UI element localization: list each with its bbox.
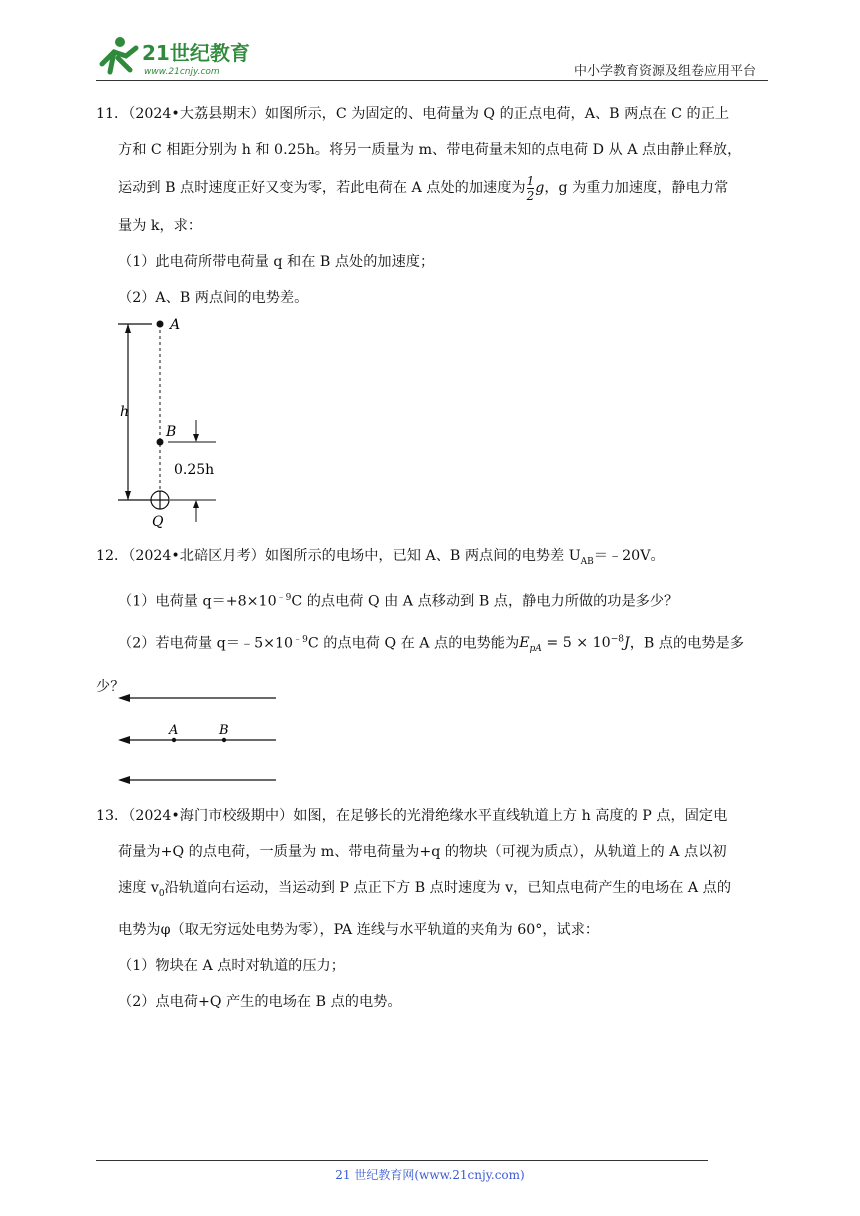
q11-line-3 <box>96 168 768 208</box>
arrow-left-icon <box>118 776 130 784</box>
q11-line-4: 量为 k，求： <box>118 218 203 234</box>
q12-line-1 <box>96 538 768 580</box>
formula-unit: J <box>624 635 630 652</box>
point-a <box>172 738 176 742</box>
q13-sub-2: （2）点电荷+Q 产生的电场在 B 点的电势。 <box>118 993 402 1010</box>
q13-sub-1: （1）物块在 A 点时对轨道的压力； <box>118 957 345 974</box>
site-logo <box>96 34 256 80</box>
distance-label: 0.25h <box>174 462 215 478</box>
q13-line-3 <box>96 870 768 912</box>
q11-sub-1: （1）此电荷所带电荷量 q 和在 B 点处的加速度； <box>118 254 435 270</box>
logo-text: 21世纪教育 <box>142 41 250 65</box>
formula-e: E <box>519 635 530 652</box>
q11-figure <box>112 312 232 534</box>
q12-sub-2-mid: C 的点电荷 Q 在 A 点的电势能为 <box>307 635 520 652</box>
q12-sub-2-exp: ﹣9 <box>293 634 308 645</box>
q13-line-3-pre: 速度 v <box>118 880 159 896</box>
q12-subscript: AB <box>580 556 594 567</box>
point-a <box>157 321 164 328</box>
platform-name: 中小学教育资源及组卷应用平台 <box>573 64 756 79</box>
q12-sub-1-post: C 的点电荷 Q 由 A 点移动到 B 点，静电力所做的功是多少？ <box>291 593 679 610</box>
b-label: B <box>219 723 229 738</box>
q12-figure <box>112 688 282 788</box>
footer-divider <box>96 1160 708 1161</box>
q13-line-2: 荷量为+Q 的点电荷，一质量为 m、带电荷量为+q 的物块（可视为质点），从轨道上的 A 点以初 <box>118 844 727 860</box>
q13-line-4: 电势为φ（取无穷远处电势为零），PA 连线与水平轨道的夹角为 60°，试求： <box>118 921 600 938</box>
fraction-denominator: 2 <box>526 188 535 203</box>
q12-sub-2-line-2: 少？ <box>96 679 125 696</box>
q12-sub-1-exp: ﹣9 <box>276 592 292 603</box>
h-label: h <box>120 404 130 420</box>
formula-eq: = 5 × 10 <box>541 635 611 652</box>
q12-sub-2-post: ，B 点的电势是多 <box>629 635 744 652</box>
formula-sub: pA <box>529 644 542 655</box>
fraction-numerator: 1 <box>526 173 535 188</box>
a-label: A <box>169 723 179 738</box>
q11-line-3-pre: 运动到 B 点时速度正好又变为零，若此电荷在 A 点处的加速度为 <box>118 180 526 196</box>
q11-g: g <box>535 180 545 196</box>
q12-sub-2-pre: （2）若电荷量 q＝﹣5×10 <box>118 635 294 652</box>
q11-sub-2: （2）A、B 两点间的电势差。 <box>118 290 309 306</box>
point-b <box>222 738 226 742</box>
question-13 <box>96 798 768 1020</box>
formula-exp: −8 <box>610 634 624 645</box>
q13-line-1: 13．（2024•海门市校级期中）如图，在足够长的光滑绝缘水平直线轨道上方 h 高度的 P 点，固定电 <box>96 808 728 824</box>
arrow-left-icon <box>118 736 130 744</box>
q12-formula <box>519 634 630 655</box>
q-label: Q <box>152 514 164 530</box>
q12-line-1-post: ＝﹣20V。 <box>593 548 665 564</box>
q13-subscript: 0 <box>158 888 165 899</box>
q11-fraction <box>527 174 535 203</box>
q11-line-2: 方和 C 相距分别为 h 和 0.25h。将另一质量为 m、带电荷量未知的点电荷 D 从 A 点由静止释放， <box>118 142 742 158</box>
logo-url: www.21cnjy.com <box>144 67 220 77</box>
q12-sub-2 <box>96 620 768 670</box>
q12-sub-1 <box>96 580 768 620</box>
question-12 <box>96 538 768 705</box>
q12-sub-1-pre: （1）电荷量 q＝+8×10 <box>118 593 277 610</box>
a-label: A <box>170 317 181 333</box>
arrow-left-icon <box>118 694 130 702</box>
q12-line-1-text: 12．（2024•北碚区月考）如图所示的电场中，已知 A、B 两点间的电势差 U <box>96 548 581 564</box>
point-b <box>157 439 164 446</box>
q11-line-3-post: ，g 为重力加速度，静电力常 <box>544 180 729 196</box>
q13-line-3-post: 沿轨道向右运动，当运动到 P 点正下方 B 点时速度为 v，已知点电荷产生的电场在 A 点的 <box>164 880 732 896</box>
header-divider <box>96 80 768 81</box>
footer-text[interactable]: 21 世纪教育网(www.21cnjy.com) <box>335 1168 525 1182</box>
b-label: B <box>166 424 177 440</box>
runner-icon <box>102 37 136 72</box>
question-11 <box>96 96 768 316</box>
q11-line-1: 11．（2024•大荔县期末）如图所示，C 为固定的、电荷量为 Q 的正点电荷，A、B 两点在 C 的正上 <box>96 106 730 122</box>
